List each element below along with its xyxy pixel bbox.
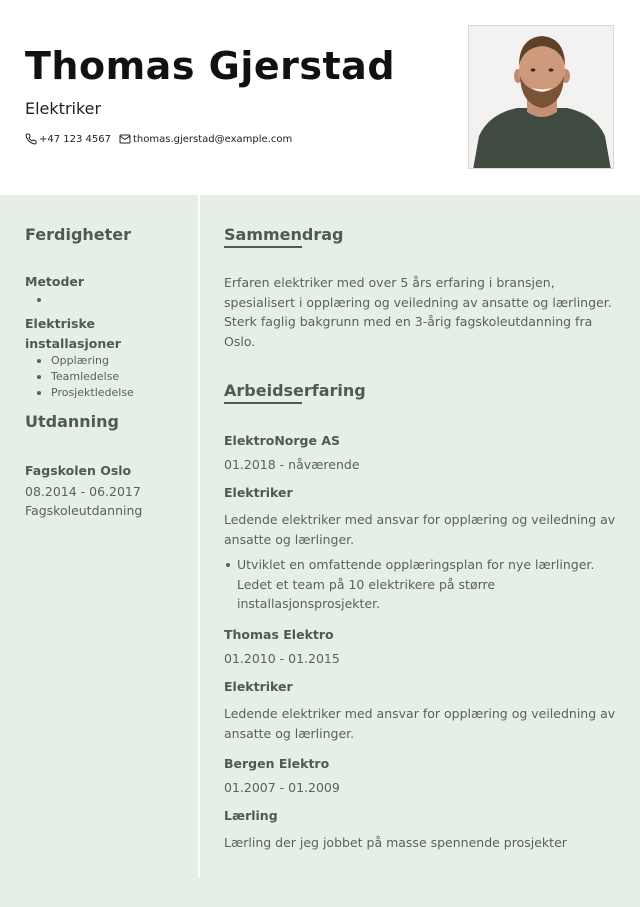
email-text: thomas.gjerstad@example.com [133,133,293,145]
education-degree: Fagskoleutdanning [25,503,143,518]
envelope-icon [119,133,131,145]
education-school: Fagskolen Oslo [25,463,132,478]
education-heading: Utdanning [25,412,119,431]
job-company: Bergen Elektro [224,756,330,771]
job-company: ElektroNorge AS [224,433,341,448]
experience-heading-underline [224,402,302,404]
phone-text: +47 123 4567 [39,133,111,145]
skill-list [25,292,51,308]
job-company: Thomas Elektro [224,627,334,642]
job-description: Lærling der jeg jobbet på masse spennende prosjekter [224,835,567,850]
job-role: Elektriker [224,679,293,694]
job-bullets [224,555,619,614]
summary-text: Erfaren elektriker med over 5 års erfaring i bransjen, spesialisert i opplæring og veiledning av ansatte og lærlinger. Sterk faglig bakgrunn med en 3-årig fagskoleutdanning fra Oslo. [224,275,612,349]
job-description: Ledende elektriker med ansvar for opplæring og veiledning av ansatte og lærlinger. [224,706,616,741]
resume-header [0,0,640,195]
profile-photo [468,25,614,169]
job-bullet: Utviklet en omfattende opplæringsplan for nye lærlinger. Ledet et team på 10 elektrikere på større installasjonsprosjekter. [224,555,619,614]
skill-item: Teamledelse [25,369,134,385]
skill-list [25,353,134,401]
skills-heading: Ferdigheter [25,225,132,244]
skill-group-name: Elektriske installasjoner [25,316,121,351]
skill-group-name: Metoder [25,274,85,289]
job-role: Lærling [224,808,278,823]
contact-row [25,133,300,145]
summary-heading-underline [224,246,302,248]
job-role: Elektriker [224,485,293,500]
job-dates: 01.2018 - nåværende [224,457,360,472]
skill-item [25,292,51,308]
education-dates: 08.2014 - 06.2017 [25,484,141,499]
resume-body [0,195,640,907]
skill-item: Prosjektledelse [25,385,134,401]
job-dates: 01.2007 - 01.2009 [224,780,340,795]
column-divider [198,195,200,877]
candidate-name: Thomas Gjerstad [25,44,396,88]
candidate-title: Elektriker [25,99,102,118]
phone-icon [25,133,37,145]
skill-item: Opplæring [25,353,134,369]
experience-heading: Arbeidserfaring [224,381,366,400]
job-dates: 01.2010 - 01.2015 [224,651,340,666]
summary-heading: Sammendrag [224,225,344,244]
contact-email[interactable] [119,133,292,145]
contact-phone[interactable] [25,133,111,145]
job-description: Ledende elektriker med ansvar for opplæring og veiledning av ansatte og lærlinger. [224,512,616,547]
